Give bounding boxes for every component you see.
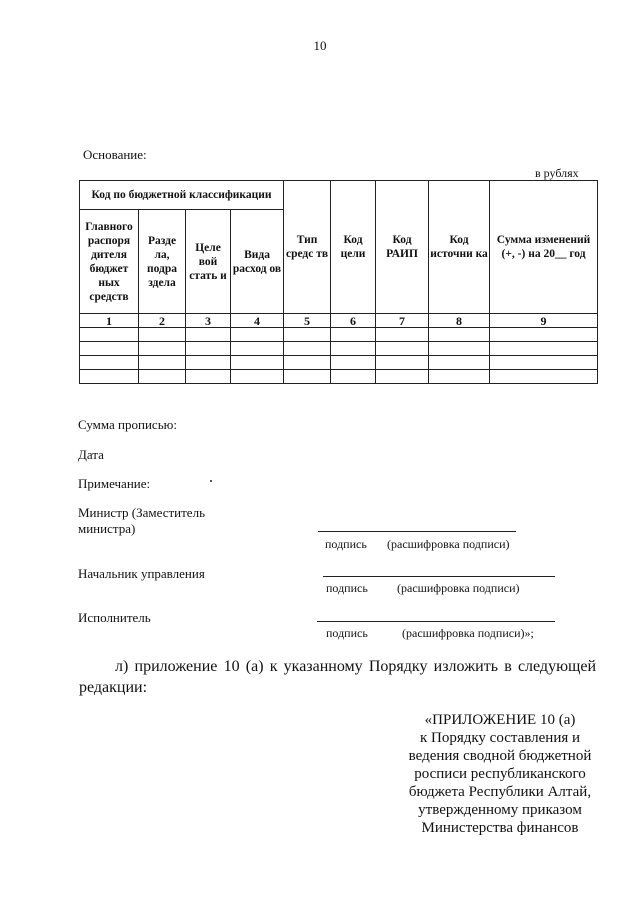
signature-line-head: [323, 576, 555, 577]
table-row: [80, 342, 598, 356]
header-budget-classification: Код по бюджетной классификации: [80, 181, 284, 210]
header-main-manager: Главного распоря дителя бюджет ных средств: [80, 210, 139, 314]
signature-role-executor: Исполнитель: [78, 610, 151, 625]
signature-caption-sign: подпись: [325, 537, 367, 551]
column-number: 6: [331, 314, 376, 328]
signature-caption-decode: (расшифровка подписи): [397, 581, 520, 595]
budget-classification-table: [79, 180, 598, 384]
column-number: 3: [186, 314, 231, 328]
date-label: Дата: [78, 447, 104, 462]
appendix-line: Министерства финансов: [421, 820, 579, 836]
appendix-line: утвержденному приказом: [418, 802, 582, 818]
header-goal-code: Код цели: [331, 181, 376, 314]
sum-in-words-label: Сумма прописью:: [78, 417, 177, 432]
header-expense-type: Вида расход ов: [231, 210, 284, 314]
table-row: [80, 370, 598, 384]
signature-role-head: Начальник управления: [78, 566, 205, 581]
appendix-line: «ПРИЛОЖЕНИЕ 10 (а): [424, 712, 576, 728]
appendix-line: ведения сводной бюджетной: [408, 748, 592, 764]
column-number: 8: [429, 314, 490, 328]
header-fund-type: Тип средс тв: [284, 181, 331, 314]
header-section: Разде ла, подра здела: [139, 210, 186, 314]
appendix-line: к Порядку составления и: [419, 730, 581, 746]
units-label: в рублях: [535, 166, 579, 180]
appendix-heading: [380, 711, 620, 837]
header-target-item: Целе вой стать и: [186, 210, 231, 314]
table-row: [80, 328, 598, 342]
signature-caption-sign: подпись: [326, 581, 368, 595]
signature-role-minister: Министр (Заместитель министра): [78, 505, 205, 536]
amendment-paragraph: л) приложение 10 (а) к указанному Порядку изложить в следующей редакции:: [79, 658, 596, 696]
signature-caption-sign: подпись: [326, 626, 368, 640]
signature-caption-decode: (расшифровка подписи): [387, 537, 510, 551]
column-number: 1: [80, 314, 139, 328]
column-number: 5: [284, 314, 331, 328]
signature-caption-decode: (расшифровка подписи)»;: [402, 626, 534, 640]
column-number: 4: [231, 314, 284, 328]
appendix-line: росписи республиканского: [414, 766, 586, 782]
header-source-code: Код источни ка: [429, 181, 490, 314]
header-raip-code: Код РАИП: [376, 181, 429, 314]
header-change-amount: Сумма изменений (+, -) на 20__ год: [490, 181, 598, 314]
signature-line-minister: [318, 531, 516, 532]
appendix-line: бюджета Республики Алтай,: [408, 784, 592, 800]
scan-speck: [210, 480, 212, 482]
page-number: 10: [313, 38, 327, 53]
signature-line-executor: [317, 621, 555, 622]
note-label: Примечание:: [78, 476, 151, 491]
table-row: [80, 356, 598, 370]
column-number: 7: [376, 314, 429, 328]
column-number: 9: [490, 314, 598, 328]
column-number: 2: [139, 314, 186, 328]
column-number-row: [80, 314, 598, 328]
basis-label: Основание:: [83, 147, 147, 162]
